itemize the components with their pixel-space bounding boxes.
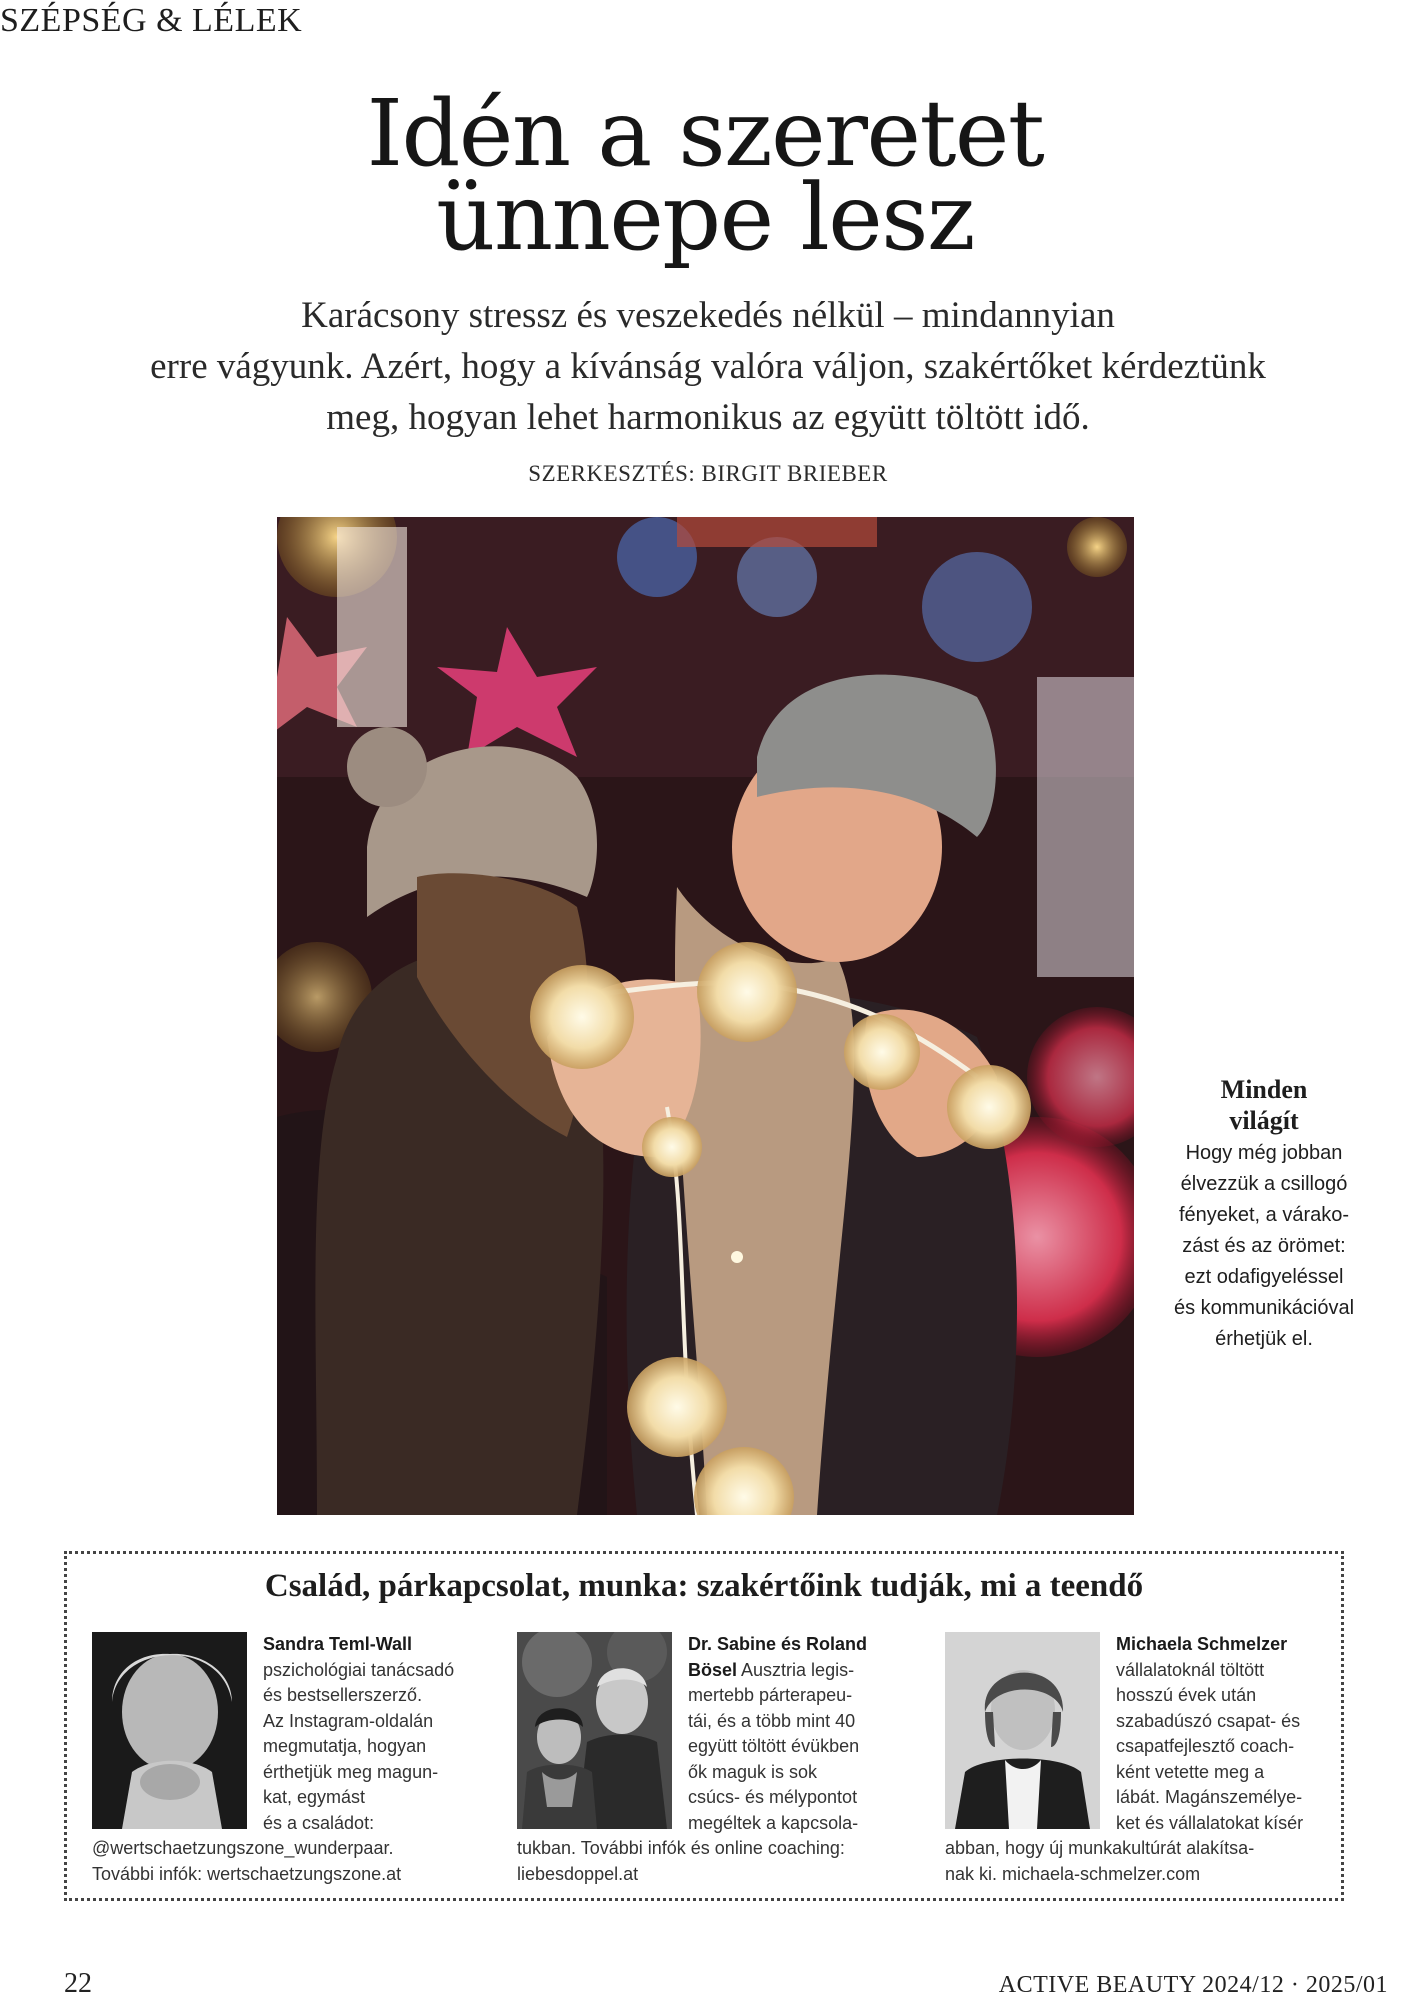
expert-line: együtt töltött évükben <box>688 1736 860 1756</box>
expert-line: ők maguk is sok <box>688 1761 818 1782</box>
expert-line: lábát. Magánszemélye- <box>1116 1787 1303 1807</box>
expert-line: tái, és a több mint 40 <box>688 1710 856 1731</box>
expert-line: kat, egymást <box>263 1787 366 1807</box>
expert-line: ként vetette meg a <box>1116 1761 1265 1782</box>
expert-line: Ausztria legis- <box>737 1659 855 1680</box>
expert-line: és a családot: <box>263 1812 375 1833</box>
lead-line-1: Karácsony stressz és veszekedés nélkül – mindannyian <box>301 295 1115 336</box>
expert-line: hosszú évek után <box>1116 1685 1257 1705</box>
expert-name: Sandra Teml-Wall <box>263 1634 413 1654</box>
caption-line: élvezzük a csillogó <box>1180 1173 1348 1195</box>
expert-line: abban, hogy új munkakultúrát alakítsa- <box>945 1838 1255 1858</box>
portrait-woman-icon <box>945 1632 1100 1829</box>
portrait-woman-icon <box>92 1632 247 1829</box>
photo-caption <box>1148 1074 1380 1355</box>
lead-line-3: meg, hogyan lehet harmonikus az együtt töltött idő. <box>326 397 1090 438</box>
page-number: 22 <box>64 1968 92 1999</box>
expert-card-boesel <box>517 1632 897 1887</box>
expert-card-schmelzer <box>945 1632 1325 1887</box>
expert-line: szabadúszó csapat- és <box>1116 1710 1301 1731</box>
article-title <box>180 80 1230 271</box>
expert-line: érthetjük meg magun- <box>263 1761 439 1782</box>
experts-box-title: Család, párkapcsolat, munka: szakértőink tudják, mi a teendő <box>264 1568 1144 1604</box>
caption-line: ezt odafigyeléssel <box>1184 1266 1344 1288</box>
expert-portrait <box>92 1632 247 1829</box>
caption-title-line-2: világít <box>1229 1106 1299 1135</box>
byline: SZERKESZTÉS: BIRGIT BRIEBER <box>528 461 888 486</box>
section-label: SZÉPSÉG & LÉLEK <box>0 2 303 39</box>
portrait-couple-icon <box>517 1632 672 1829</box>
expert-portrait <box>945 1632 1100 1829</box>
expert-line: megmutatja, hogyan <box>263 1736 427 1756</box>
magazine-issue: ACTIVE BEAUTY 2024/12 · 2025/01 <box>998 1972 1388 1998</box>
caption-title-line-1: Minden <box>1220 1075 1308 1104</box>
main-photo <box>277 517 1134 1515</box>
expert-line: vállalatoknál töltött <box>1116 1659 1265 1680</box>
expert-line: @wertschaetzungszone_wunderpaar. <box>92 1838 394 1858</box>
caption-line: érhetjük el. <box>1215 1328 1313 1350</box>
expert-name: Michaela Schmelzer <box>1116 1634 1288 1654</box>
expert-line: pszichológiai tanácsadó <box>263 1659 455 1680</box>
caption-line: Hogy még jobban <box>1185 1142 1343 1164</box>
expert-card-teml-wall <box>92 1632 472 1887</box>
lead-line-2: erre vágyunk. Azért, hogy a kívánság valóra váljon, szakértőket kérdeztünk <box>150 346 1266 387</box>
expert-name: Dr. Sabine és Roland <box>688 1634 868 1654</box>
expert-line: ket és vállalatokat kísér <box>1116 1812 1304 1833</box>
experts-box <box>64 1551 1344 1901</box>
caption-line: zást és az örömet: <box>1182 1235 1346 1257</box>
expert-line: Az Instagram-oldalán <box>263 1710 434 1731</box>
title-line-1: Idén a szeretet <box>366 80 1044 187</box>
expert-line: és bestsellerszerző. <box>263 1685 423 1705</box>
expert-line: megéltek a kapcsola- <box>688 1812 859 1833</box>
expert-line: csapatfejlesztő coach- <box>1116 1736 1295 1756</box>
expert-line: tukban. További infók és online coaching: <box>517 1838 845 1858</box>
couple-with-christmas-lights-photo-icon <box>277 517 1134 1515</box>
expert-line: csúcs- és mélypontot <box>688 1787 858 1807</box>
caption-line: fényeket, a várako- <box>1178 1204 1350 1226</box>
caption-body <box>1148 1138 1380 1355</box>
expert-line: További infók: wertschaetzungszone.at <box>92 1863 402 1884</box>
article-lead <box>60 290 1356 443</box>
expert-line: nak ki. michaela-schmelzer.com <box>945 1863 1201 1884</box>
caption-title <box>1148 1074 1380 1136</box>
title-line-2: ünnepe lesz <box>436 164 974 271</box>
expert-portrait <box>517 1632 672 1829</box>
caption-line: és kommunikációval <box>1173 1297 1355 1319</box>
expert-line: liebesdoppel.at <box>517 1863 639 1884</box>
expert-line: mertebb párterapeu- <box>688 1685 853 1705</box>
expert-name-part: Bösel <box>688 1659 738 1680</box>
